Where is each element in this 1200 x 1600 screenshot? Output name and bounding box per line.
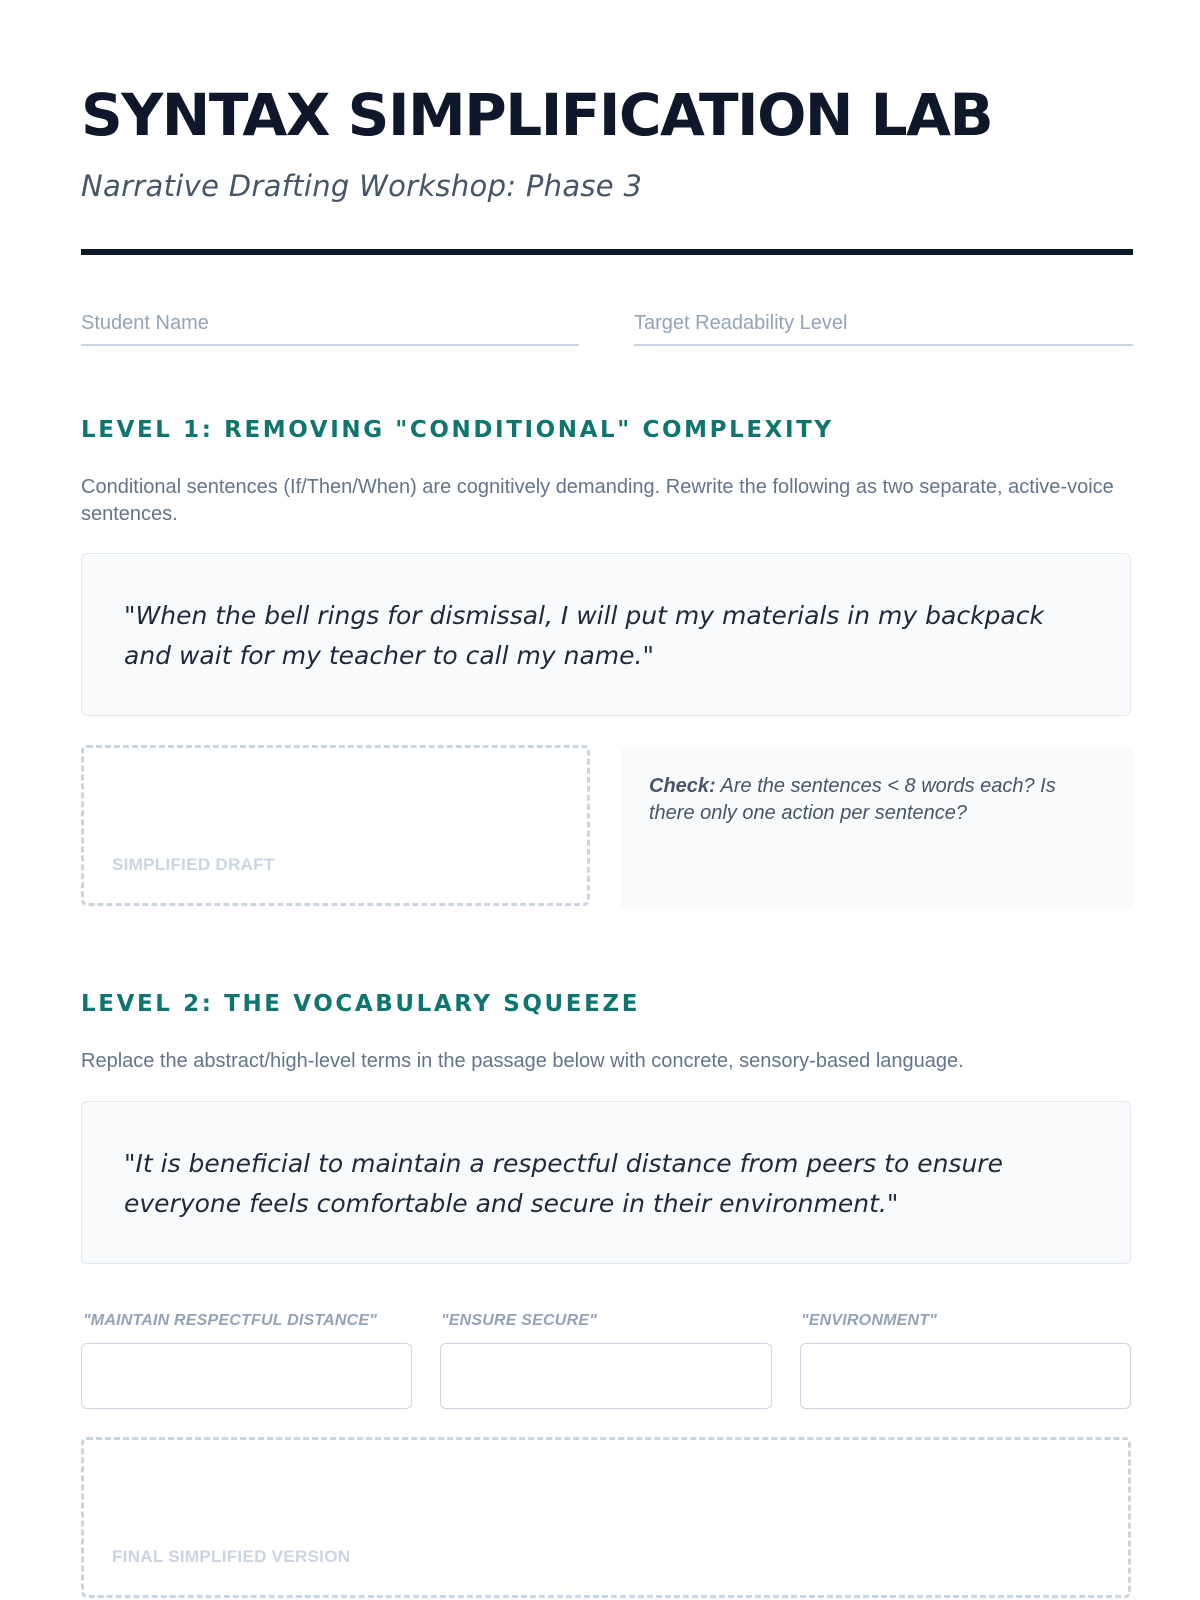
- readability-level-placeholder: Target Readability Level: [634, 312, 848, 334]
- level1-quote: "When the bell rings for dismissal, I will put my materials in my backpack and wait for my teacher to call my name.": [124, 601, 1044, 670]
- term-input-environment[interactable]: [800, 1343, 1131, 1409]
- check-text: Are the sentences < 8 words each? Is there only one action per sentence?: [649, 775, 1056, 824]
- check-box: [621, 747, 1133, 908]
- term-label: "MAINTAIN RESPECTFUL DISTANCE": [83, 1312, 378, 1329]
- simplified-draft-area[interactable]: [81, 745, 590, 906]
- page-subtitle: Narrative Drafting Workshop: Phase 3: [81, 169, 643, 203]
- term-input-maintain-respectful-distance[interactable]: [81, 1343, 412, 1409]
- term-label: "ENSURE SECURE": [441, 1312, 597, 1329]
- student-name-field[interactable]: [81, 306, 579, 346]
- level2-heading: LEVEL 2: THE VOCABULARY SQUEEZE: [81, 991, 641, 1017]
- level2-quote: "It is beneficial to maintain a respectful distance from peers to ensure everyone feels comfortable and secure in their environment.": [124, 1149, 1003, 1218]
- readability-level-field[interactable]: [634, 306, 1133, 346]
- check-label: Check:: [649, 775, 716, 797]
- simplified-draft-label: SIMPLIFIED DRAFT: [112, 855, 275, 874]
- student-name-placeholder: Student Name: [81, 312, 209, 334]
- level1-quote-box: [81, 553, 1131, 716]
- term-input-ensure-secure[interactable]: [440, 1343, 772, 1409]
- final-simplified-label: FINAL SIMPLIFIED VERSION: [112, 1547, 351, 1566]
- level2-instructions: Replace the abstract/high-level terms in the passage below with concrete, sensory-based language.: [81, 1050, 964, 1072]
- level1-heading: LEVEL 1: REMOVING "CONDITIONAL" COMPLEXITY: [81, 417, 834, 443]
- header-divider: [81, 249, 1133, 255]
- final-simplified-area[interactable]: [81, 1437, 1131, 1598]
- level1-instructions: Conditional sentences (If/Then/When) are cognitively demanding. Rewrite the following as two separate, active-voice sentences.: [81, 476, 1114, 525]
- level2-quote-box: [81, 1101, 1131, 1264]
- term-label: "ENVIRONMENT": [801, 1312, 937, 1329]
- page-title: SYNTAX SIMPLIFICATION LAB: [81, 81, 993, 149]
